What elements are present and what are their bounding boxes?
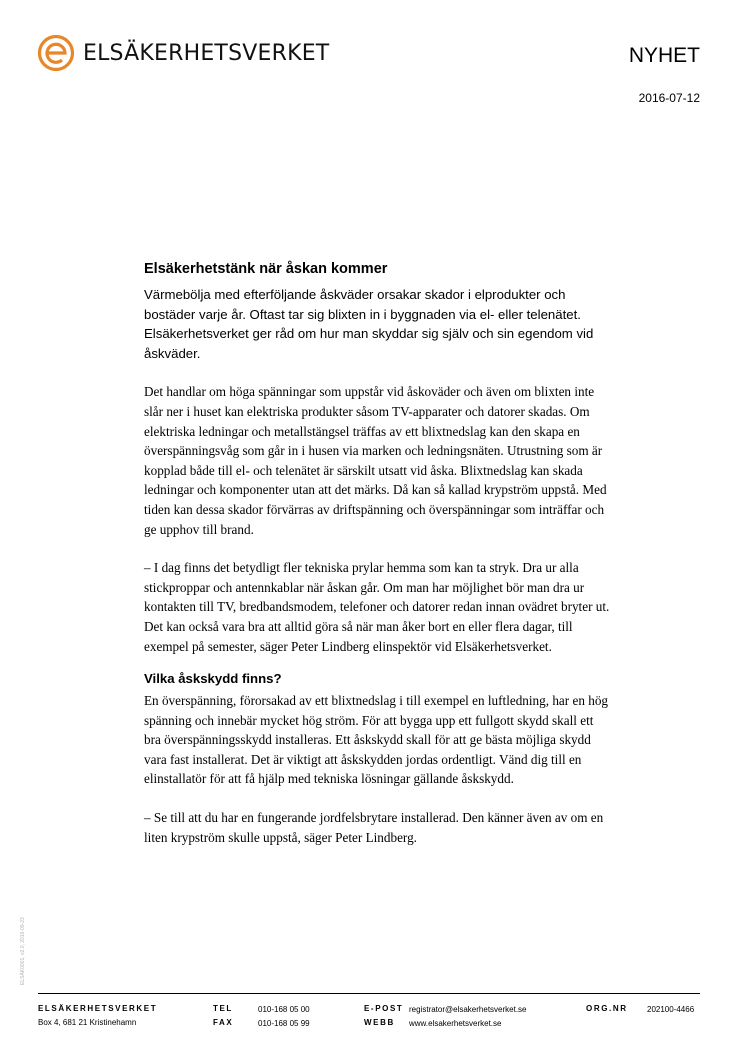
footer-orgnr-label: ORG.NR [586,1004,628,1013]
footer-email-label: E-POST [364,1004,404,1013]
footer-divider [38,993,700,994]
document-version-text: ELSÄK0001, v2.0, 2016-09-23 [20,917,26,985]
article-lead: Värmebölja med efterföljande åskväder orsakar skador i elprodukter och bostäder varje år. Oftast tar sig blixten in i byggnaden via el- eller telenätet. Elsäkerhetsverket ger råd om hur man skyddar sig själv och sin egendom vid åskväder. [144,287,594,361]
article-paragraph-4: – Se till att du har en fungerande jordfelsbrytare installerad. Den känner även av om en liten krypström skulle uppstå, säger Peter Lindberg. [144,810,604,845]
footer-web[interactable]: www.elsakerhetsverket.se [409,1019,502,1028]
footer-tel-label: TEL [213,1004,233,1013]
footer-fax: 010-168 05 99 [258,1019,310,1028]
footer-fax-label: FAX [213,1018,234,1027]
logo-e-icon [37,34,75,72]
footer-orgnr: 202100-4466 [647,1005,695,1014]
article-paragraph-1: Det handlar om höga spänningar som uppstår vid åskoväder och även om blixten inte slår ner i huset kan elektriska produkter såsom TV-apparater och datorer skadas. Om elektriska ledningar och metallstängsel träffas av ett blixtnedslag kan den skapa en överspänningsvåg som går in i husen via marken och ledningsnäten. Utrustning som är kopplad både till el- och telenätet är särskilt utsatt vid åska. Blixtnedslag kan skada ledningar och komponenter utan att det märks. Då kan så kallad krypström uppstå. Med tiden kan dessa skador förvärras av driftspänning och överspänningar som inträffar och ge upphov till brand. [144,384,607,537]
footer-tel: 010-168 05 00 [258,1005,310,1014]
article-subheading: Vilka åskskydd finns? [144,671,282,687]
article-paragraph-3: En överspänning, förorsakad av ett blixtnedslag i till exempel en luftledning, har en hög spänning och innebär mycket hög ström. För att bygga upp ett fullgott skydd skall ett bra överspänningsskydd installeras. Ett åskskydd skall för att ge bästa möjliga skydd vara fast installerat. Det är viktigt att åskskydden jordas ordentligt. Vänd dig till en elinstallatör för att få hjälp med tekniska lösningar gällande åskskydd. [144,693,609,787]
document-type: NYHET [628,44,700,67]
document-date: 2016-07-12 [638,91,700,105]
article-title: Elsäkerhetstänk när åskan kommer [144,261,388,277]
footer-org-name: ELSÄKERHETSVERKET [38,1004,158,1013]
footer-web-label: WEBB [364,1018,395,1027]
footer-email[interactable]: registrator@elsakerhetsverket.se [409,1005,527,1014]
footer-address: Box 4, 681 21 Kristinehamn [38,1018,137,1027]
logo-text: ELSÄKERHETSVERKET [83,40,330,66]
article [144,260,612,866]
article-paragraph-2: – I dag finns det betydligt fler tekniska prylar hemma som kan ta stryk. Dra ur alla stickproppar och antennkablar när åskan går. Om man har möjlighet bör man dra ur kontakten till TV, bredbandsmodem, telefoner och datorer redan innan ovädret bryter ut. Det kan också vara bra att alltid göra så när man åker bort en eller flera dagar, till exempel på semester, säger Peter Lindberg elinspektör vid Elsäkerhetsverket. [144,560,610,654]
logo [37,34,329,72]
